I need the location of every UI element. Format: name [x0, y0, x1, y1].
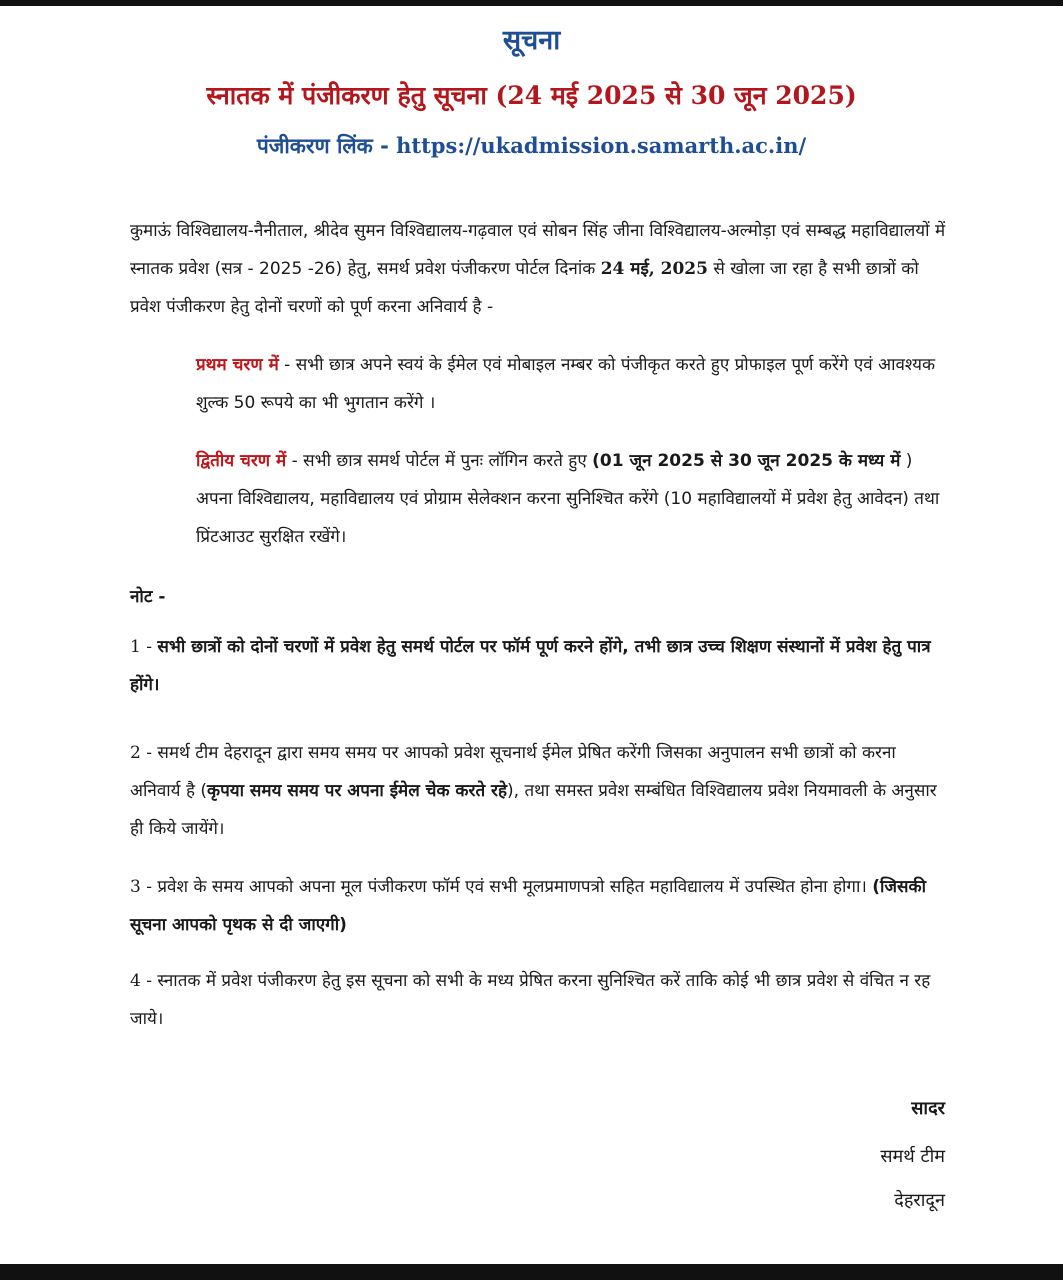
notice-title: सूचना	[502, 25, 561, 56]
stage-1-text: - सभी छात्र अपने स्वयं के ईमेल एवं मोबाइल नम्बर को पंजीकृत करते हुए प्रोफाइल पूर्ण करेंगे एवं आवश्यक शुल्क 50 रूपये का भी भुगतान करेंगे ।	[196, 355, 936, 413]
stage-2-text-1: - सभी छात्र समर्थ पोर्टल में पुनः लॉगिन करते हुए	[286, 451, 593, 471]
registration-link-label: पंजीकरण लिंक -	[256, 134, 397, 158]
stage-2-date-range: (01 जून 2025 से 30 जून 2025 के मध्य में	[592, 451, 901, 471]
note-1	[130, 628, 950, 704]
notice-document	[0, 6, 1063, 1264]
stage-2-text-2: ) अपना विश्विद्यालय, महाविद्यालय एवं प्रोग्राम सेलेक्शन करना सुनिश्चित करेंगे (10 महाविद्यालयों में प्रवेश हेतु आवेदन) तथा प्रिंटआउट सुरक्षित रखेंगे।	[196, 451, 940, 547]
registration-link-line	[0, 132, 1063, 160]
registration-link[interactable]: https://ukadmission.samarth.ac.in/	[396, 133, 807, 158]
note-2-emphasis: कृपया समय समय पर अपना ईमेल चेक करते रहे	[207, 781, 508, 801]
note-3-text: प्रवेश के समय आपको अपना मूल पंजीकरण फॉर्म एवं सभी मूलप्रमाणपत्रो सहित महाविद्यालय में उपस्थित होना होगा।	[157, 877, 873, 897]
intro-text-2: से खोला जा रहा है सभी छात्रों को प्रवेश पंजीकरण हेतु दोनों चरणों को पूर्ण करना अनिवार्य है -	[130, 259, 919, 317]
stage-2-label: द्वितीय चरण में	[196, 451, 287, 471]
note-3-emphasis: (जिसकी सूचना आपको पृथक से दी जाएगी)	[130, 877, 926, 935]
signature-team: समर्थ टीम	[880, 1146, 945, 1167]
note-4-text: स्नातक में प्रवेश पंजीकरण हेतु इस सूचना को सभी के मध्य प्रेषित करना सुनिश्चित करें ताकि कोई भी छात्र प्रवेश से वंचित न रह जाये।	[130, 971, 931, 1029]
intro-paragraph	[130, 212, 950, 326]
note-2-number: 2 -	[130, 743, 158, 763]
note-2-text-2: ), तथा समस्त प्रवेश सम्बंधित विश्विद्यालय प्रवेश नियमावली के अनुसार ही किये जायेंगे।	[130, 781, 937, 839]
stage-2-paragraph	[196, 442, 950, 556]
signature-regards: सादर	[911, 1098, 945, 1119]
note-2	[130, 734, 950, 848]
note-3	[130, 868, 950, 944]
intro-date: 24 मई, 2025	[600, 259, 708, 279]
signature-place: देहरादून	[894, 1190, 945, 1211]
note-heading: नोट -	[130, 587, 166, 607]
note-1-text: सभी छात्रों को दोनों चरणों में प्रवेश हेतु समर्थ पोर्टल पर फॉर्म पूर्ण करने होंगे, तभी छात्र उच्च शिक्षण संस्थानों में प्रवेश हेतु पात्र होंगे।	[130, 637, 931, 695]
stage-1-paragraph	[196, 346, 950, 422]
note-4	[130, 962, 950, 1038]
stage-1-label: प्रथम चरण में	[196, 355, 279, 375]
intro-text-1: कुमाऊं विश्विद्यालय-नैनीताल, श्रीदेव सुमन विश्विद्यालय-गढ़वाल एवं सोबन सिंह जीना विश्विद्यालय-अल्मोड़ा एवं सम्बद्ध महाविद्यालयों में स्नातक प्रवेश (सत्र - 2025 -26) हेतु, समर्थ प्रवेश पंजीकरण पोर्टल दिनांक	[130, 221, 946, 279]
note-2-text-1: समर्थ टीम देहरादून द्वारा समय समय पर आपको प्रवेश सूचनार्थ ईमेल प्रेषित करेंगी जिसका अनुपालन सभी छात्रों को करना अनिवार्य है (	[130, 743, 896, 801]
note-4-number: 4 -	[130, 971, 158, 991]
notice-subtitle: स्नातक में पंजीकरण हेतु सूचना (24 मई 2025 से 30 जून 2025)	[206, 81, 857, 110]
note-3-number: 3 -	[130, 877, 158, 897]
note-1-number: 1 -	[130, 637, 158, 657]
